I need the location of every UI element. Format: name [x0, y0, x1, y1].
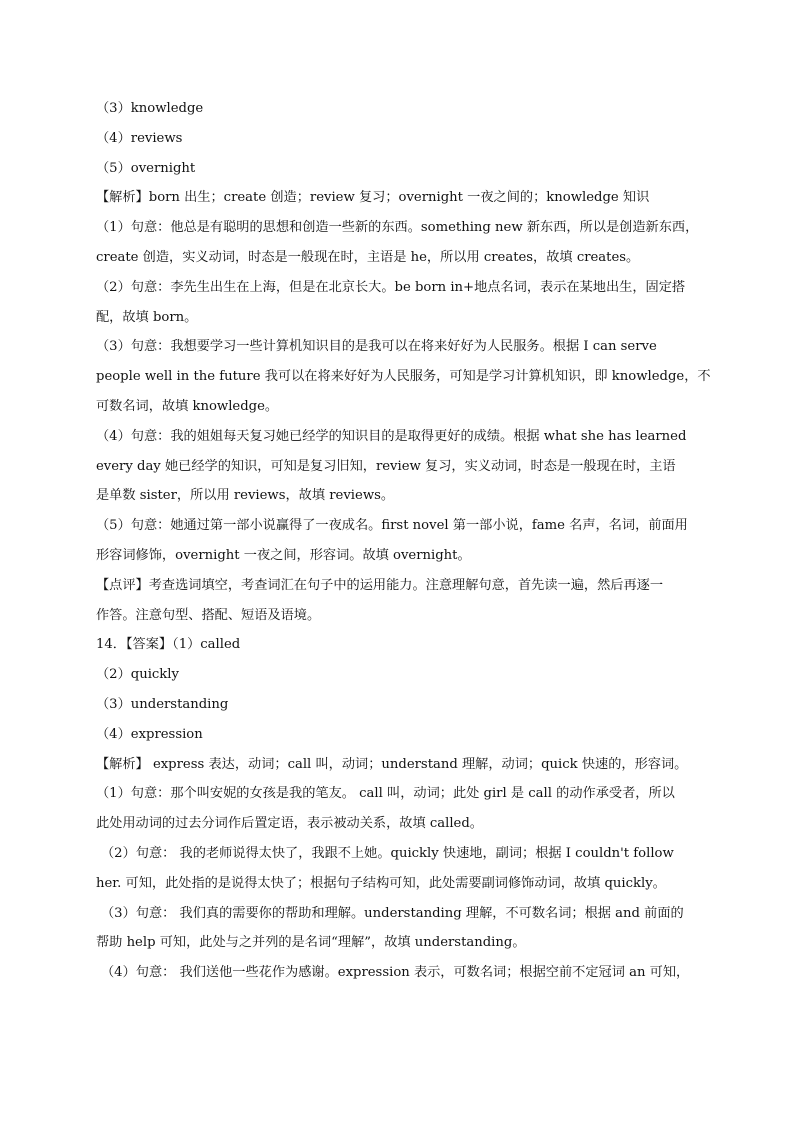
- explanation-line: people well in the future 我可以在将来好好为人民服务，可知是学习计算机知识，即 knowledge，不: [96, 369, 711, 385]
- explanation-line: （3）句意： 我们真的需要你的帮助和理解。understanding 理解，不可数名词；根据 and 前面的: [101, 905, 684, 921]
- explanation-line: （4）句意：我的姐姐每天复习她已经学的知识目的是取得更好的成绩。根据 what she has learned: [96, 428, 687, 444]
- explanation-line: （5）句意：她通过第一部小说赢得了一夜成名。first novel 第一部小说，fame 名声，名词，前面用: [96, 518, 688, 534]
- explanation-line: every day 她已经学的知识，可知是复习旧知，review 复习，实义动词，时态是一般现在时，主语: [96, 458, 676, 474]
- comment-line: 【点评】考查选词填空，考查词汇在句子中的运用能力。注意理解句意，首先读一遍，然后再逐一: [96, 577, 664, 593]
- question-answer-line: 14．【答案】（1）called: [96, 637, 241, 653]
- explanation-line: 是单数 sister，所以用 reviews，故填 reviews。: [96, 488, 395, 504]
- analysis-line: 【解析】born 出生；create 创造；review 复习；overnight 一夜之间的；knowledge 知识: [96, 190, 650, 206]
- answer-line: （2）quickly: [96, 667, 179, 683]
- answer-line: （4）expression: [96, 726, 203, 742]
- explanation-line: her. 可知，此处指的是说得太快了；根据句子结构可知，此处需要副词修饰动词，故填 quickly。: [96, 875, 666, 891]
- answer-line: （3）knowledge: [96, 101, 204, 116]
- explanation-line: create 创造，实义动词，时态是一般现在时，主语是 he，所以用 creates，故填 creates。: [96, 249, 640, 265]
- explanation-line: （3）句意：我想要学习一些计算机知识目的是我可以在将来好好为人民服务。根据 I can serve: [96, 339, 657, 355]
- comment-line: 作答。注意句型、搭配、短语及语境。: [96, 607, 321, 623]
- explanation-line: 此处用动词的过去分词作后置定语，表示被动关系，故填 called。: [96, 816, 483, 832]
- explanation-line: 可数名词，故填 knowledge。: [96, 398, 279, 414]
- analysis-line: 【解析】 express 表达，动词；call 叫，动词；understand 理解，动词；quick 快速的，形容词。: [96, 756, 688, 772]
- explanation-line: （4）句意： 我们送他一些花作为感谢。expression 表示，可数名词；根据空前不定冠词 an 可知，: [101, 965, 690, 981]
- explanation-line: 形容词修饰，overnight 一夜之间，形容词。故填 overnight。: [96, 547, 471, 563]
- explanation-line: 配，故填 born。: [96, 309, 198, 325]
- explanation-line: （1）句意：那个叫安妮的女孩是我的笔友。 call 叫，动词；此处 girl 是 call 的动作承受者，所以: [96, 786, 675, 802]
- answer-line: （3）understanding: [96, 696, 229, 712]
- answer-line: （4）reviews: [96, 130, 183, 146]
- explanation-line: （1）句意：他总是有聪明的思想和创造一些新的东西。something new 新东西，所以是创造新东西，: [96, 220, 699, 236]
- explanation-line: 帮助 help 可知，此处与之并列的是名词“理解”，故填 understanding。: [96, 935, 526, 951]
- answer-line: （5）overnight: [96, 160, 196, 176]
- answer-explanation-text: [96, 94, 711, 988]
- explanation-line: （2）句意：李先生出生在上海，但是在北京长大。be born in+地点名词，表示在某地出生，固定搭: [96, 279, 686, 295]
- explanation-line: （2）句意： 我的老师说得太快了，我跟不上她。quickly 快速地，副词；根据 I couldn't follow: [101, 845, 674, 861]
